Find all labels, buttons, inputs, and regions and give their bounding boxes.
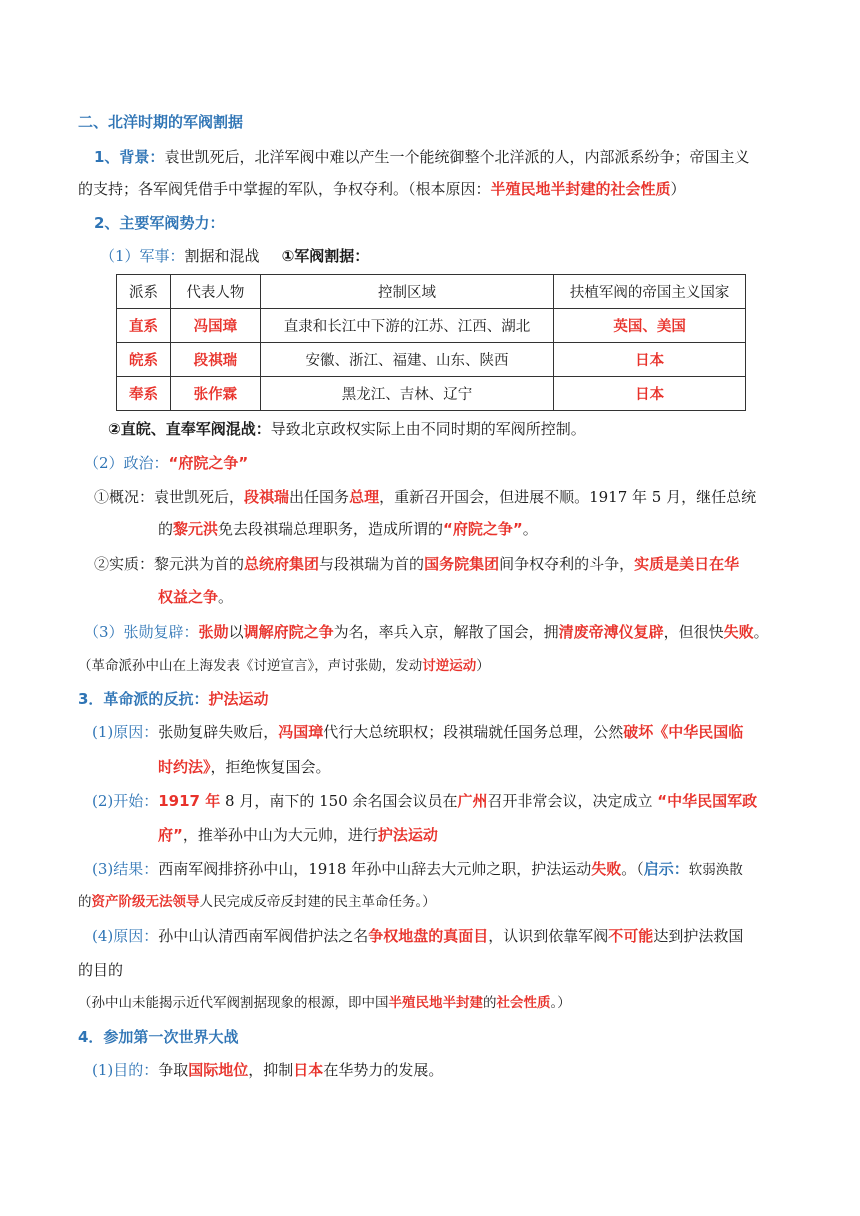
cause-text: 代行大总统职权；段祺瑞就任国务总理，公然 <box>323 723 624 741</box>
note-highlight: 社会性质 <box>496 995 551 1011</box>
restoration-highlight: 失败 <box>723 623 754 641</box>
result-highlight: 失败 <box>591 860 622 878</box>
start-highlight: 护法运动 <box>377 826 438 844</box>
essence-highlight: 总统府集团 <box>244 555 320 573</box>
warlord-forces-heading: 2、主要军阀势力： <box>94 214 225 232</box>
constitution-note <box>78 993 571 1013</box>
background-tail: ） <box>670 180 686 198</box>
restoration-text: 。 <box>753 623 769 641</box>
region-cell: 黑龙江、吉林、辽宁 <box>260 377 554 411</box>
start-text: 8 月，南下的 150 余名国会议员在 <box>220 792 458 810</box>
table-header-cell: 扶植军阀的帝国主义国家 <box>554 275 746 309</box>
military-text: 割据和混战 <box>184 247 260 265</box>
restoration-heading: （3）张勋复辟： <box>84 623 199 641</box>
purpose-line <box>92 1060 443 1080</box>
reason-heading: (4)原因： <box>92 927 159 945</box>
essence-line-1 <box>94 554 739 574</box>
purpose-heading: (1)目的： <box>92 1061 159 1079</box>
constitution-heading-line <box>78 689 268 709</box>
result-text: 。（ <box>621 860 644 878</box>
background-text-2: 的支持；各军阀凭借手中掌握的军队，争权夺利。（根本原因： <box>78 180 491 198</box>
background-paragraph-line-2 <box>78 179 686 199</box>
cause-heading: (1)原因： <box>92 723 159 741</box>
result-highlight: 资产阶级无法领导 <box>91 894 200 910</box>
insight-label: 启示： <box>643 860 689 878</box>
leader-cell: 段祺瑞 <box>170 343 260 377</box>
essence-heading: ②实质： <box>94 555 155 573</box>
start-highlight: “中华民国军政 <box>657 792 758 810</box>
warlord-wars-line <box>108 419 586 439</box>
overview-text: ，重新召开国会，但进展不顺。1917 年 5 月，继任总统 <box>379 488 757 506</box>
essence-text: 。 <box>218 588 234 606</box>
reason-text: 达到护法救国 <box>653 927 744 945</box>
wwi-heading: 4．参加第一次世界大战 <box>78 1028 239 1046</box>
overview-text: 的 <box>158 520 174 538</box>
start-text: 召开非常会议，决定成立 <box>487 792 658 810</box>
start-text: ，推举孙中山为大元帅，进行 <box>182 826 378 844</box>
essence-line-2 <box>158 587 233 607</box>
restoration-highlight: 调解府院之争 <box>243 623 334 641</box>
note-highlight: 讨逆运动 <box>422 658 477 674</box>
background-text-1: 袁世凯死后，北洋军阀中难以产生一个能统御整个北洋派的人，内部派系纷争；帝国主义 <box>164 148 750 166</box>
purpose-highlight: 日本 <box>293 1061 324 1079</box>
background-heading: 1、背景： <box>94 148 165 166</box>
overview-text: 免去段祺瑞总理职务，造成所谓的 <box>218 520 444 538</box>
table-header-row <box>117 275 746 309</box>
military-line <box>100 246 369 266</box>
cause-text: ，拒绝恢复国会。 <box>210 758 331 776</box>
essence-text: 黎元洪为首的 <box>154 555 245 573</box>
overview-highlight: 段祺瑞 <box>244 488 290 506</box>
note-text: 的 <box>483 995 497 1011</box>
backer-cell: 日本 <box>554 343 746 377</box>
cause-highlight: 时约法》 <box>158 758 211 776</box>
note-text: （孙中山未能揭示近代军阀割据现象的根源，即中国 <box>78 995 389 1011</box>
table-row <box>117 343 746 377</box>
essence-text: 与段祺瑞为首的 <box>319 555 425 573</box>
restoration-highlight: 清废帝溥仪复辟 <box>558 623 664 641</box>
military-heading: （1）军事： <box>100 247 185 265</box>
note-text: ） <box>476 658 490 674</box>
politics-line <box>84 453 248 473</box>
region-cell: 安徽、浙江、福建、山东、陕西 <box>260 343 554 377</box>
table-header-cell: 代表人物 <box>170 275 260 309</box>
reason-text: 孙中山认清西南军阀借护法之名 <box>158 927 369 945</box>
faction-cell: 直系 <box>117 309 171 343</box>
warlord-wars-heading: ②直皖、直奉军阀混战： <box>108 420 271 438</box>
result-text: 软弱涣散 <box>688 862 743 878</box>
cause-line-1 <box>92 722 743 742</box>
restoration-text: 为名，率兵入京，解散了国会，拥 <box>333 623 559 641</box>
purpose-highlight: 国际地位 <box>188 1061 249 1079</box>
overview-text: 。 <box>522 520 538 538</box>
note-text: （革命派孙中山在上海发表《讨逆宣言》，声讨张勋，发动 <box>78 658 423 674</box>
result-line-2 <box>78 892 436 912</box>
cause-highlight: 冯国璋 <box>278 723 324 741</box>
result-text: 人民完成反帝反封建的民主革命任务。） <box>199 894 436 910</box>
restoration-note <box>78 656 490 676</box>
cause-line-2 <box>158 757 331 777</box>
essence-highlight: 实质是美日在华 <box>634 555 740 573</box>
purpose-text: 争取 <box>158 1061 189 1079</box>
table-row <box>117 377 746 411</box>
reason-text: 的目的 <box>78 961 124 979</box>
restoration-line <box>84 622 769 642</box>
overview-highlight: “府院之争” <box>443 520 523 538</box>
leader-cell: 冯国璋 <box>170 309 260 343</box>
purpose-text: ，抑制 <box>248 1061 294 1079</box>
result-text: 的 <box>78 894 92 910</box>
cause-text: 张勋复辟失败后， <box>158 723 279 741</box>
restoration-text: ，但很快 <box>663 623 724 641</box>
result-line-1 <box>92 859 743 880</box>
essence-text: 间争权夺利的斗争， <box>499 555 635 573</box>
restoration-text: 以 <box>228 623 244 641</box>
root-cause-highlight: 半殖民地半封建的社会性质 <box>490 180 671 198</box>
note-text: 。） <box>550 995 571 1011</box>
essence-highlight: 权益之争 <box>158 588 219 606</box>
overview-line-1 <box>94 487 756 507</box>
start-line-2 <box>158 825 438 845</box>
restoration-highlight: 张勋 <box>198 623 229 641</box>
table-header-cell: 派系 <box>117 275 171 309</box>
start-heading: (2)开始： <box>92 792 159 810</box>
purpose-text: 在华势力的发展。 <box>323 1061 444 1079</box>
result-text: 西南军阀排挤孙中山，1918 年孙中山辞去大元帅之职，护法运动 <box>158 860 592 878</box>
reason-highlight: 争权地盘的真面目 <box>368 927 489 945</box>
politics-heading: （2）政治： <box>84 454 169 472</box>
section-title: 二、北洋时期的军阀割据 <box>78 113 244 131</box>
cause-highlight: 破坏《中华民国临 <box>623 723 744 741</box>
constitution-heading: 3．革命派的反抗： <box>78 690 209 708</box>
result-heading: (3)结果： <box>92 860 159 878</box>
overview-text: 袁世凯死后， <box>154 488 245 506</box>
faction-cell: 奉系 <box>117 377 171 411</box>
reason-line-1 <box>92 926 743 946</box>
start-line-1 <box>92 791 757 811</box>
start-highlight: 1917 年 <box>158 792 221 810</box>
start-highlight: 广州 <box>457 792 488 810</box>
region-cell: 直隶和长江中下游的江苏、江西、湖北 <box>260 309 554 343</box>
warlord-wars-text: 导致北京政权实际上由不同时期的军阀所控制。 <box>270 420 586 438</box>
reason-text: ，认识到依靠军阀 <box>488 927 609 945</box>
reason-highlight: 不可能 <box>608 927 654 945</box>
reason-line-2 <box>78 960 123 980</box>
overview-highlight: 总理 <box>349 488 380 506</box>
table-row <box>117 309 746 343</box>
faction-cell: 皖系 <box>117 343 171 377</box>
overview-text: 出任国务 <box>289 488 350 506</box>
background-paragraph-line-1 <box>94 147 749 167</box>
backer-cell: 日本 <box>554 377 746 411</box>
table-header-cell: 控制区域 <box>260 275 554 309</box>
note-highlight: 半殖民地半封建 <box>388 995 483 1011</box>
essence-highlight: 国务院集团 <box>424 555 500 573</box>
warlord-separatism-label: ①军阀割据： <box>281 247 370 265</box>
leader-cell: 张作霖 <box>170 377 260 411</box>
constitution-highlight: 护法运动 <box>208 690 269 708</box>
politics-highlight: “府院之争” <box>168 454 249 472</box>
start-highlight: 府” <box>158 826 183 844</box>
backer-cell: 英国、美国 <box>554 309 746 343</box>
overview-highlight: 黎元洪 <box>173 520 219 538</box>
overview-heading: ①概况： <box>94 488 155 506</box>
overview-line-2 <box>158 519 538 539</box>
warlords-table <box>116 274 746 411</box>
